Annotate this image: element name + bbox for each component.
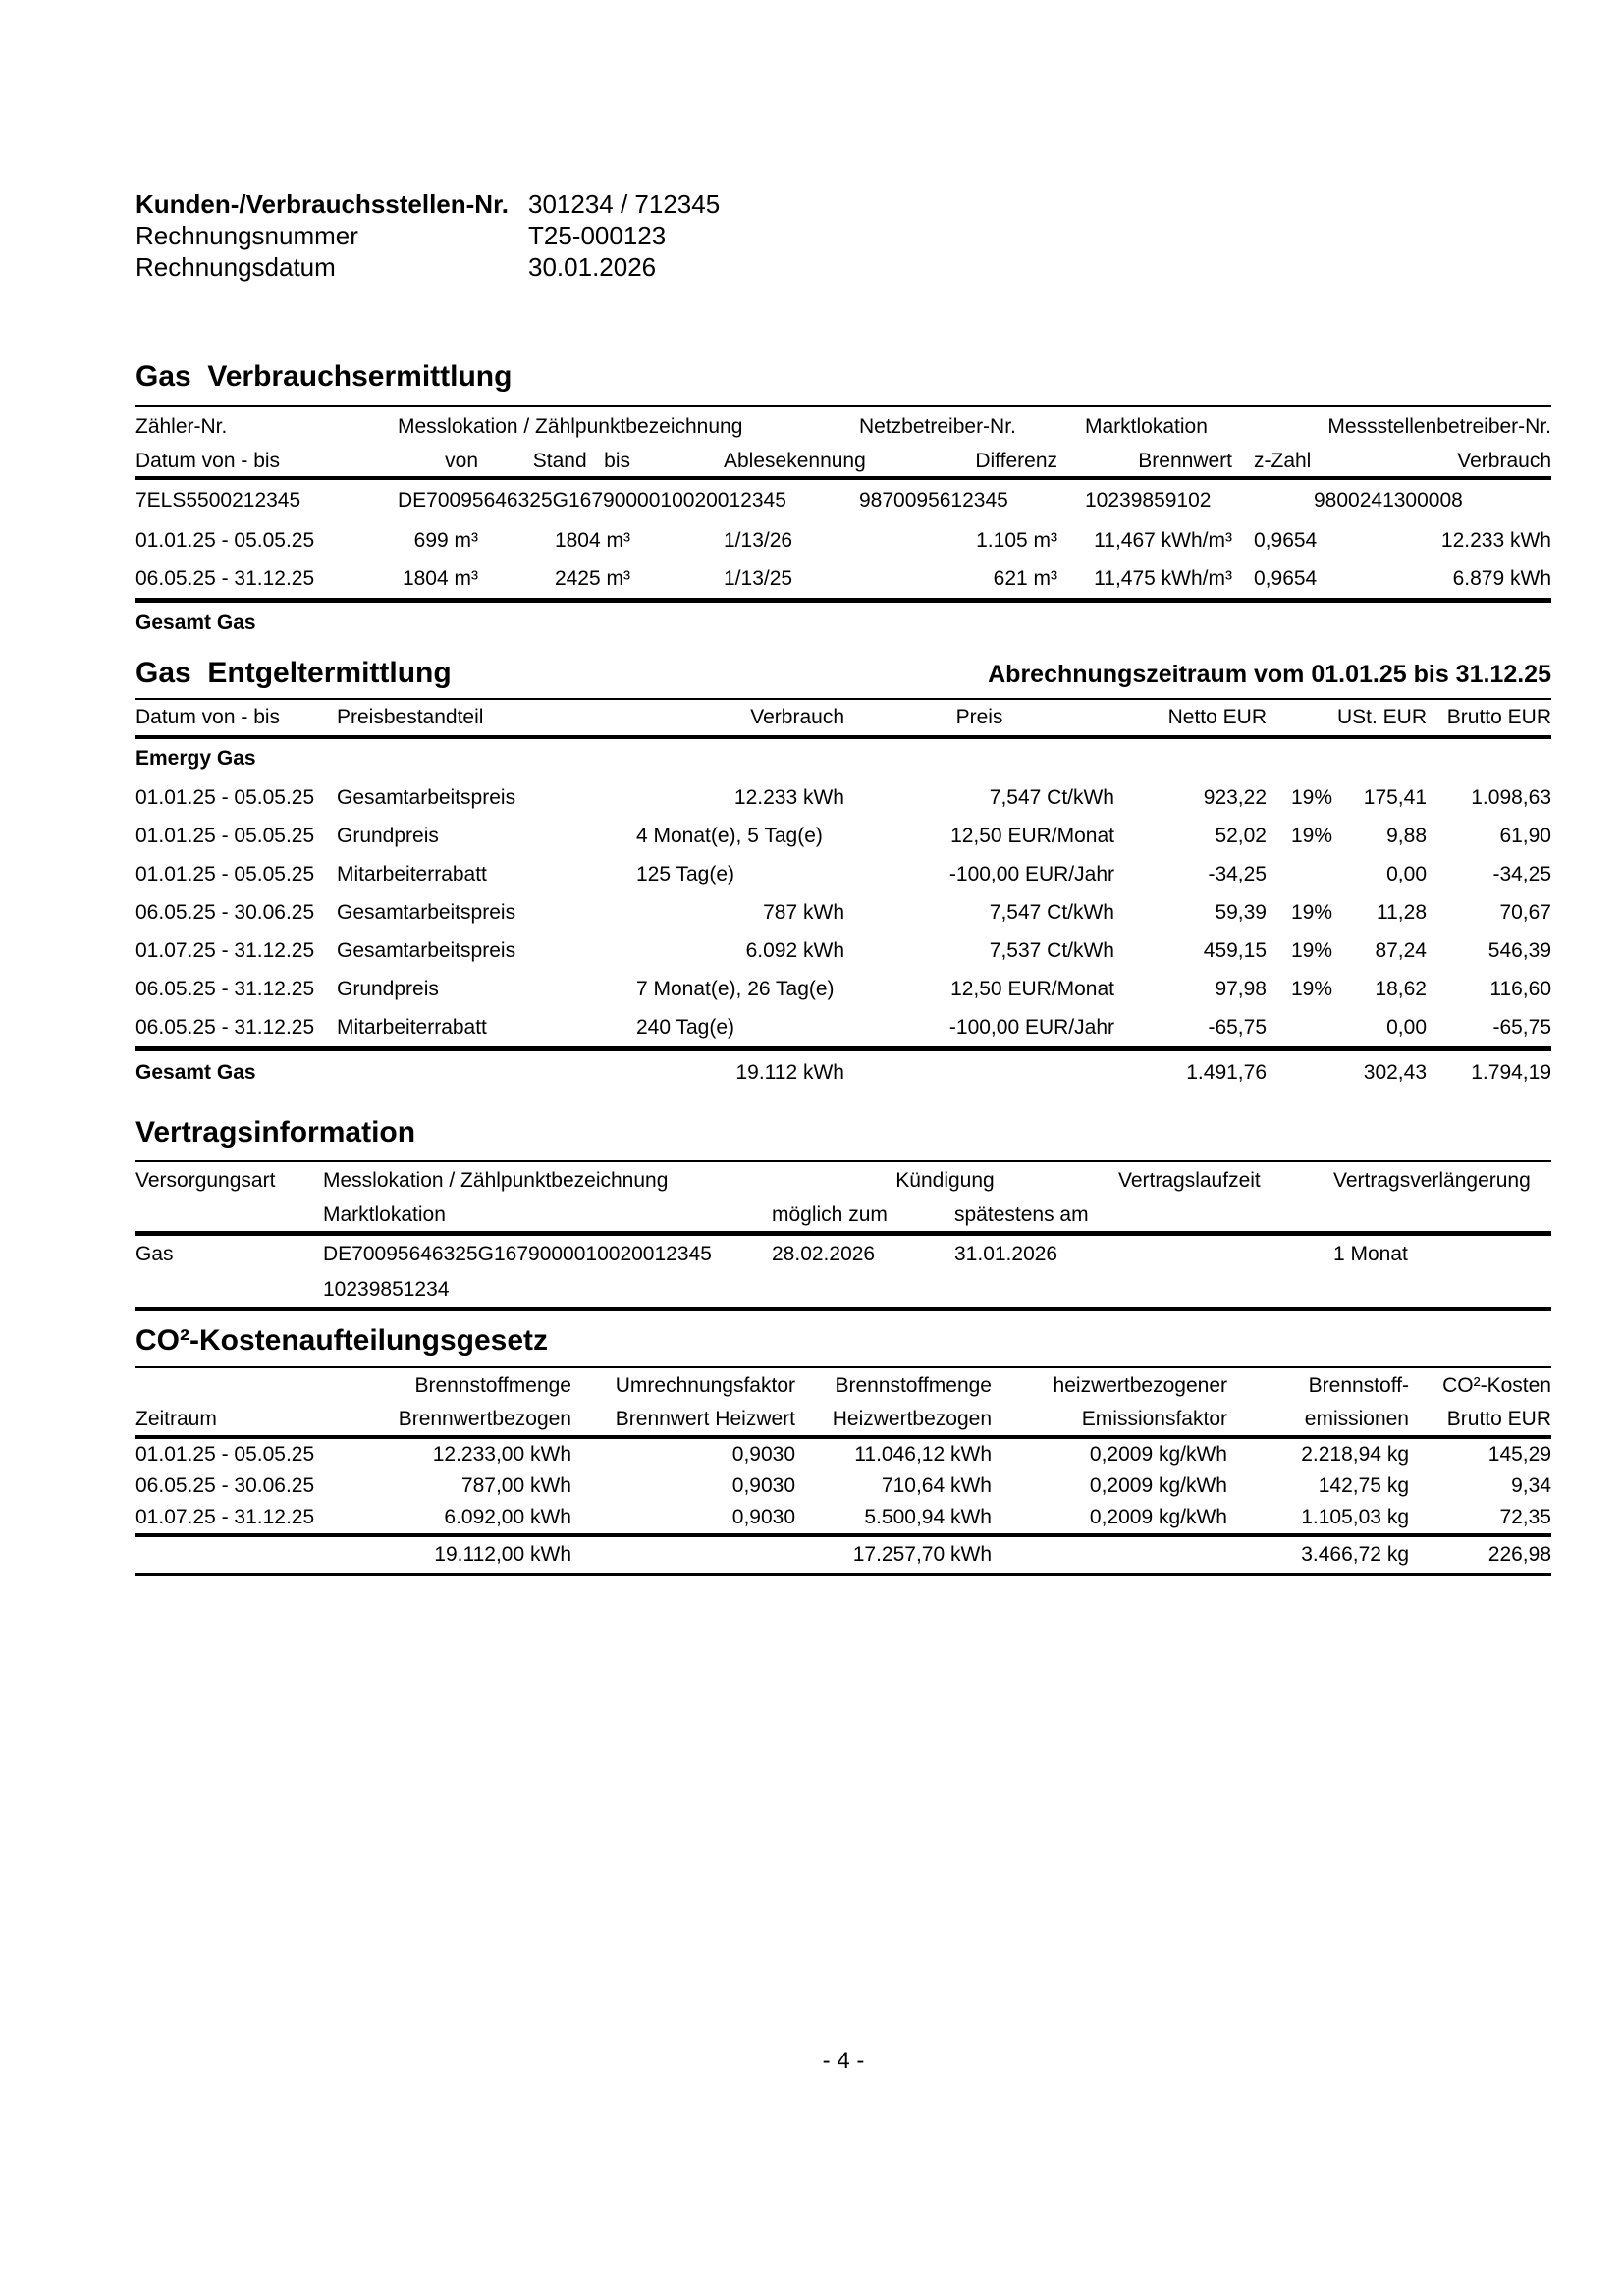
- col-header: Netto EUR: [1167, 706, 1267, 728]
- datum: 01.01.25 - 05.05.25: [135, 862, 315, 885]
- kuendigung-spaetestens-am: 31.01.2026: [954, 1243, 1058, 1265]
- entgelt-row: [135, 1008, 1551, 1046]
- entgelt-row: [135, 932, 1551, 970]
- meta-label: Rechnungsdatum: [135, 251, 336, 282]
- total-kosten-brutto: 226,98: [1487, 1543, 1551, 1566]
- ust-satz: 19%: [1290, 938, 1332, 962]
- section-entgeltermittlung: [135, 658, 1551, 1095]
- col-header: Zeitraum: [135, 1408, 217, 1430]
- datum: 06.05.25 - 30.06.25: [135, 900, 315, 924]
- abrechnungszeitraum: Abrechnungszeitraum vom 01.01.25 bis 31.12.25: [988, 661, 1551, 688]
- section-title: Gas Verbrauchsermittlung: [135, 360, 513, 393]
- preis: -100,00 EUR/Jahr: [948, 1015, 1114, 1039]
- meta-label: Kunden-/Verbrauchsstellen-Nr.: [135, 188, 509, 219]
- brutto-eur: -34,25: [1492, 862, 1551, 885]
- brutto-eur: 70,67: [1499, 900, 1551, 924]
- verbrauch-data-row: [135, 521, 1551, 560]
- col-header: Versorgungsart: [135, 1169, 276, 1192]
- menge-heizwert: 11.046,12 kWh: [854, 1443, 992, 1466]
- section-title: CO²-Kostenaufteilungsgesetz: [135, 1324, 549, 1357]
- marktlokation: 10239859102: [1085, 489, 1212, 511]
- col-header: Vertragsverlängerung: [1333, 1169, 1531, 1192]
- vertrag-data-row-2: [135, 1273, 1551, 1307]
- emissionen: 1.105,03 kg: [1301, 1506, 1409, 1528]
- kosten-brutto: 145,29: [1487, 1443, 1551, 1466]
- total-brutto: 1.794,19: [1471, 1061, 1551, 1084]
- section-co2-kostenaufteilung: [135, 1325, 1551, 1576]
- col-header: emissionen: [1304, 1408, 1409, 1430]
- co2-header-row-2: [135, 1404, 1551, 1435]
- netto-eur: 97,98: [1215, 977, 1267, 1000]
- emissionsfaktor: 0,2009 kg/kWh: [1089, 1443, 1227, 1466]
- col-header: Netzbetreiber-Nr.: [859, 415, 1016, 438]
- z-zahl: 0,9654: [1254, 528, 1318, 552]
- verbrauch-wert: 787 kWh: [763, 900, 844, 924]
- preis: 12,50 EUR/Monat: [950, 824, 1114, 847]
- col-header: Differenz: [975, 450, 1057, 472]
- differenz: 621 m³: [993, 566, 1057, 590]
- menge-brennwert: 12.233,00 kWh: [432, 1443, 571, 1466]
- col-header: Kündigung: [895, 1169, 995, 1192]
- section-vertragsinformation: [135, 1117, 1551, 1311]
- col-header: Brutto EUR: [1446, 1408, 1551, 1430]
- zeitraum: 06.05.25 - 30.06.25: [135, 1474, 315, 1497]
- col-header: Preisbestandteil: [337, 706, 484, 728]
- col-header: Zähler-Nr.: [135, 415, 228, 438]
- brennwert: 11,475 kWh/m³: [1094, 566, 1232, 590]
- col-header: Brennstoffmenge: [414, 1374, 571, 1397]
- col-header: Marktlokation: [323, 1203, 446, 1226]
- total-emissionen: 3.466,72 kg: [1301, 1543, 1409, 1566]
- entgelt-row: [135, 778, 1551, 817]
- col-header: Brennwertbezogen: [398, 1408, 571, 1430]
- preis: 7,537 Ct/kWh: [989, 938, 1114, 962]
- entgelt-row: [135, 817, 1551, 855]
- total-ust: 302,43: [1363, 1061, 1427, 1084]
- meta-row-invoice-date: [135, 251, 1551, 283]
- co2-data-row: [135, 1470, 1551, 1502]
- verbrauch-wert: 12.233 kWh: [1440, 528, 1551, 552]
- meta-row-customer-number: [135, 188, 1551, 220]
- preisbestandteil: Grundpreis: [337, 977, 439, 1000]
- umrechnungsfaktor: 0,9030: [731, 1474, 795, 1497]
- co2-data-row: [135, 1502, 1551, 1533]
- col-header: Brennstoffmenge: [835, 1374, 992, 1397]
- ust-eur: 87,24: [1375, 938, 1427, 962]
- marktlokation: 10239851234: [323, 1278, 450, 1301]
- vertrag-header-row-2: [135, 1200, 1551, 1231]
- datum: 06.05.25 - 31.12.25: [135, 1015, 315, 1039]
- col-header: Preis: [955, 706, 1003, 728]
- ablesekennung: 1/13/25: [724, 566, 793, 590]
- datum: 01.01.25 - 05.05.25: [135, 528, 315, 552]
- emissionsfaktor: 0,2009 kg/kWh: [1089, 1474, 1227, 1497]
- zeitraum: 01.07.25 - 31.12.25: [135, 1506, 315, 1528]
- col-header: CO²-Kosten: [1442, 1374, 1551, 1397]
- datum: 01.01.25 - 05.05.25: [135, 824, 315, 847]
- netto-eur: -65,75: [1208, 1015, 1267, 1039]
- brutto-eur: 116,60: [1489, 977, 1551, 1000]
- emissionsfaktor: 0,2009 kg/kWh: [1089, 1506, 1227, 1528]
- brutto-eur: 1.098,63: [1471, 785, 1551, 809]
- preisbestandteil: Grundpreis: [337, 824, 439, 847]
- col-header: Vertragslaufzeit: [1118, 1169, 1261, 1192]
- preis: 12,50 EUR/Monat: [950, 977, 1114, 1000]
- umrechnungsfaktor: 0,9030: [731, 1506, 795, 1528]
- brutto-eur: 546,39: [1487, 938, 1551, 962]
- netto-eur: 52,02: [1215, 824, 1267, 847]
- netto-eur: 59,39: [1215, 900, 1267, 924]
- zaehler-nr: 7ELS5500212345: [135, 489, 301, 511]
- preisbestandteil: Gesamtarbeitspreis: [337, 900, 516, 924]
- col-header: Heizwertbezogen: [832, 1408, 992, 1430]
- menge-heizwert: 5.500,94 kWh: [864, 1506, 992, 1528]
- entgelt-header-row: [135, 700, 1551, 735]
- co2-total-row: [135, 1537, 1551, 1573]
- total-menge-brennwert: 19.112,00 kWh: [434, 1543, 571, 1566]
- z-zahl: 0,9654: [1254, 566, 1318, 590]
- total-menge-heizwert: 17.257,70 kWh: [852, 1543, 992, 1566]
- section-title: Gas Entgeltermittlung: [135, 657, 452, 689]
- gesamt-gas-label: Gesamt Gas: [135, 612, 256, 634]
- ust-satz: 19%: [1290, 977, 1332, 1000]
- zeitraum: 01.01.25 - 05.05.25: [135, 1443, 315, 1466]
- col-header: Brutto EUR: [1446, 706, 1551, 728]
- preis: 7,547 Ct/kWh: [989, 900, 1114, 924]
- preisbestandteil: Mitarbeiterrabatt: [337, 1015, 487, 1039]
- verbrauch-wert: 6.092 kWh: [745, 938, 844, 962]
- kosten-brutto: 9,34: [1511, 1474, 1551, 1497]
- col-header: Emissionsfaktor: [1081, 1408, 1227, 1430]
- col-header: Stand bis: [532, 450, 630, 472]
- messlokation: DE70095646325G1679000010020012345: [323, 1243, 712, 1265]
- entgelt-row: [135, 970, 1551, 1008]
- verbrauch-data-row: [135, 560, 1551, 598]
- section-verbrauchsermittlung: [135, 361, 1551, 644]
- col-header: USt. EUR: [1336, 706, 1427, 728]
- ust-satz: 19%: [1290, 824, 1332, 847]
- meta-label: Rechnungsnummer: [135, 220, 358, 250]
- col-header: Datum von - bis: [135, 706, 281, 728]
- netzbetreiber-nr: 9870095612345: [859, 489, 1008, 511]
- netto-eur: -34,25: [1208, 862, 1267, 885]
- menge-brennwert: 787,00 kWh: [460, 1474, 571, 1497]
- netto-eur: 459,15: [1203, 938, 1267, 962]
- stand-von: 1804 m³: [402, 566, 478, 590]
- ust-eur: 0,00: [1386, 862, 1427, 885]
- ust-eur: 0,00: [1386, 1015, 1427, 1039]
- col-header: möglich zum: [772, 1203, 888, 1226]
- entgelt-row: [135, 855, 1551, 893]
- kuendigung-moeglich-zum: 28.02.2026: [772, 1243, 876, 1265]
- ablesekennung: 1/13/26: [724, 528, 793, 552]
- col-header: Messlokation / Zählpunktbezeichnung: [323, 1169, 669, 1192]
- col-header: heizwertbezogener: [1053, 1374, 1227, 1397]
- brennwert: 11,467 kWh/m³: [1094, 528, 1232, 552]
- umrechnungsfaktor: 0,9030: [731, 1443, 795, 1466]
- col-header: Messstellenbetreiber-Nr.: [1327, 415, 1551, 438]
- meta-row-invoice-number: [135, 220, 1551, 251]
- emissionen: 142,75 kg: [1318, 1474, 1409, 1497]
- ust-eur: 175,41: [1363, 785, 1427, 809]
- vertragsverlaengerung: 1 Monat: [1333, 1243, 1408, 1265]
- datum: 06.05.25 - 31.12.25: [135, 977, 315, 1000]
- col-header: Umrechnungsfaktor: [615, 1374, 795, 1397]
- invoice-meta: [135, 188, 1551, 283]
- col-header: spätestens am: [954, 1203, 1089, 1226]
- col-header: von: [445, 450, 478, 472]
- col-header: Ablesekennung: [724, 450, 866, 472]
- preisbestandteil: Gesamtarbeitspreis: [337, 785, 516, 809]
- verbrauch-wert: 6.879 kWh: [1452, 566, 1551, 590]
- verbrauch-wert: 240 Tag(e): [636, 1015, 735, 1039]
- col-header: Verbrauch: [1457, 450, 1551, 472]
- preisbestandteil: Gesamtarbeitspreis: [337, 938, 516, 962]
- verbrauch-wert: 4 Monat(e), 5 Tag(e): [636, 824, 823, 847]
- col-header: Brennstoff-: [1308, 1374, 1409, 1397]
- gesamt-gas-label: Gesamt Gas: [135, 1061, 256, 1084]
- ust-satz: 19%: [1290, 900, 1332, 924]
- versorgungsart: Gas: [135, 1243, 174, 1265]
- total-netto: 1.491,76: [1186, 1061, 1267, 1084]
- ust-eur: 9,88: [1386, 824, 1427, 847]
- ust-eur: 18,62: [1375, 977, 1427, 1000]
- tariff-group-label: Emergy Gas: [135, 747, 256, 770]
- entgelt-group-row: [135, 739, 1551, 778]
- col-header: Marktlokation: [1085, 415, 1208, 438]
- verbrauch-wert: 7 Monat(e), 26 Tag(e): [636, 977, 835, 1000]
- menge-heizwert: 710,64 kWh: [881, 1474, 992, 1497]
- col-header: Datum von - bis: [135, 450, 281, 472]
- page-number: - 4 -: [822, 2048, 865, 2074]
- co2-data-row: [135, 1439, 1551, 1470]
- vertrag-header-row-1: [135, 1162, 1551, 1200]
- meta-value: T25-000123: [528, 220, 667, 250]
- brutto-eur: -65,75: [1492, 1015, 1551, 1039]
- datum: 06.05.25 - 31.12.25: [135, 566, 315, 590]
- col-header: Messlokation / Zählpunktbezeichnung: [398, 415, 743, 438]
- ust-eur: 11,28: [1377, 900, 1427, 924]
- brutto-eur: 61,90: [1499, 824, 1551, 847]
- emissionen: 2.218,94 kg: [1301, 1443, 1409, 1466]
- verbrauch-header-row-1: [135, 407, 1551, 447]
- netto-eur: 923,22: [1203, 785, 1267, 809]
- rule-thick: [135, 1573, 1551, 1576]
- col-header: Brennwert Heizwert: [615, 1408, 795, 1430]
- verbrauch-total-row: [135, 603, 1551, 644]
- verbrauch-wert: 125 Tag(e): [636, 862, 735, 885]
- col-header: Verbrauch: [750, 706, 844, 728]
- datum: 01.01.25 - 05.05.25: [135, 785, 315, 809]
- differenz: 1.105 m³: [976, 528, 1057, 552]
- verbrauch-wert: 12.233 kWh: [733, 785, 844, 809]
- rule-thick: [135, 1307, 1551, 1311]
- meta-value: 301234 / 712345: [528, 188, 721, 219]
- col-header: Brennwert: [1138, 450, 1232, 472]
- preisbestandteil: Mitarbeiterrabatt: [337, 862, 487, 885]
- menge-brennwert: 6.092,00 kWh: [444, 1506, 571, 1528]
- messstellenbetreiber-nr: 9800241300008: [1314, 489, 1463, 511]
- section-title: Vertragsinformation: [135, 1116, 416, 1148]
- verbrauch-id-row: [135, 480, 1551, 521]
- kosten-brutto: 72,35: [1499, 1506, 1551, 1528]
- ust-satz: 19%: [1290, 785, 1332, 809]
- stand-von: 699 m³: [413, 528, 478, 552]
- datum: 01.07.25 - 31.12.25: [135, 938, 315, 962]
- col-header: z-Zahl: [1254, 450, 1312, 472]
- vertrag-data-row: [135, 1236, 1551, 1273]
- meta-value: 30.01.2026: [528, 251, 657, 282]
- messlokation: DE70095646325G1679000010020012345: [398, 489, 786, 511]
- stand-bis: 1804 m³: [554, 528, 630, 552]
- preis: 7,547 Ct/kWh: [989, 785, 1114, 809]
- verbrauch-header-row-2: [135, 447, 1551, 476]
- stand-bis: 2425 m³: [554, 566, 630, 590]
- co2-header-row-1: [135, 1368, 1551, 1404]
- preis: -100,00 EUR/Jahr: [948, 862, 1114, 885]
- entgelt-row: [135, 893, 1551, 932]
- total-verbrauch: 19.112 kWh: [735, 1061, 844, 1084]
- entgelt-total-row: [135, 1051, 1551, 1095]
